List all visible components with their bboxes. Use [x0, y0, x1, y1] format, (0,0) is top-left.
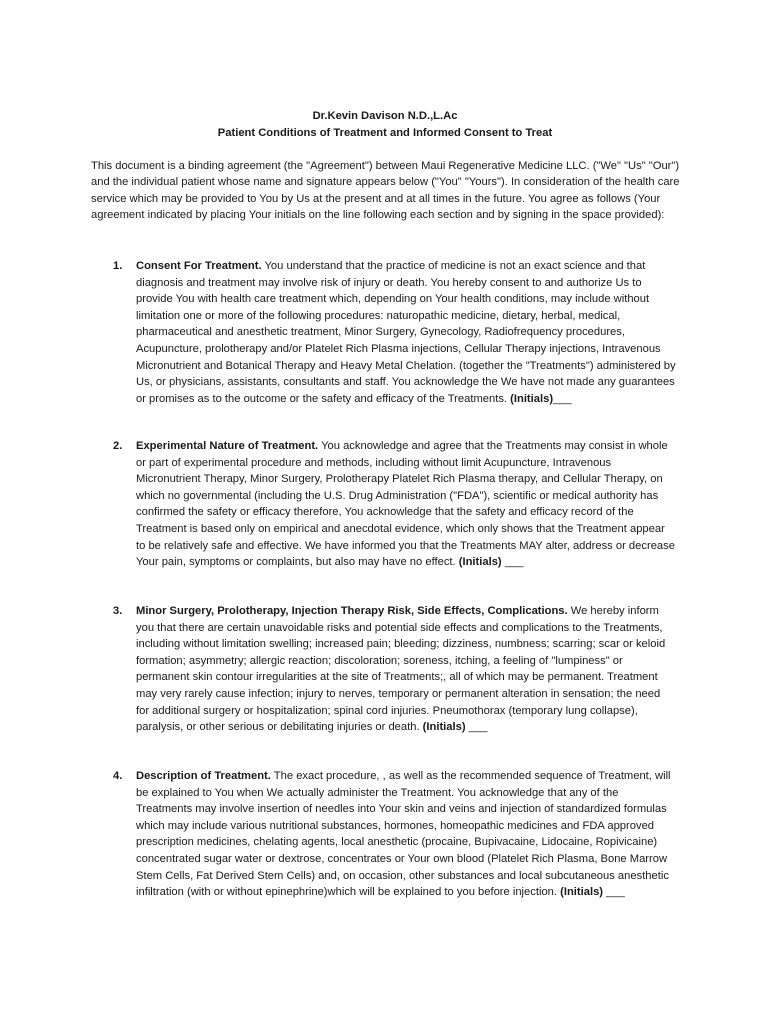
clause-number: 4. — [113, 770, 123, 782]
clause-body — [136, 258, 676, 407]
clause-number: 1. — [113, 260, 123, 272]
initials-label: (Initials) — [422, 721, 466, 734]
clause-number: 2. — [113, 440, 123, 452]
clause-text: We hereby inform you that there are certain unavoidable risks and potential side effects and complications to the Treatments, including without limitation swelling; increased pain; bleeding; dizziness, numbness; scarring; scar or keloid formation; asymmetry; allergic reaction; discoloration; soreness, itching, a feeling of "lumpiness" or permanent skin contour irregularities at the site of Treatments;, all of which may be permanent. Treatment may very rarely cause infection; injury to nerves, temporary or permanent alteration in sensation; the need for additional surgery or hospitalization; spinal cord injuries. Pneumothorax (temporary lung collapse), paralysis, or other serious or debilitating injuries or death. — [136, 605, 666, 734]
document-header — [0, 108, 770, 142]
clause-description-of-treatment — [91, 768, 681, 901]
document-title: Patient Conditions of Treatment and Informed Consent to Treat — [217, 127, 553, 139]
initials-blank: ___ — [501, 556, 524, 569]
clause-risks-side-effects — [91, 603, 681, 736]
clause-text: You acknowledge and agree that the Treatments may consist in whole or part of experimental procedure and methods, including without limit Acupuncture, Intravenous Micronutrient Therapy, Minor Surgery, Prolotherapy Platelet Rich Plasma therapy, and Cellular Therapy, on which no governmental (including the U.S. Drug Administration ("FDA"), scientific or medical authority has confirmed the safety or efficacy therefore, You acknowledge that the safety and efficacy record of the Treatment is based only on empirical and anecdotal evidence, which only shows that the Treatment appear to be relatively safe and effective. We have informed you that the Treatments MAY alter, address or decrease Your pain, symptoms or complaints, but also may have no effect. — [136, 440, 675, 569]
clause-text: You understand that the practice of medicine is not an exact science and that diagnosis and treatment may involve risk of injury or death. You hereby consent to and authorize Us to provide You with health care treatment which, depending on Your health conditions, may include without limitation one or more of the following procedures: naturopathic medicine, dietary, herbal, medical, pharmaceutical and anesthetic treatment, Minor Surgery, Gynecology, Radiofrequency procedures, Acupuncture, prolotherapy and/or Platelet Rich Plasma injections, Cellular Therapy injections, Intravenous Micronutrient and Botanical Therapy and Heavy Metal Chelation. (together the "Treatments") administered by Us, or physicians, assistants, consultants and staff. You acknowledge the We have not made any guarantees or promises as to the outcome or the safety and efficacy of the Treatments. — [136, 260, 676, 405]
clause-heading: Minor Surgery, Prolotherapy, Injection Therapy Risk, Side Effects, Complications. — [136, 605, 568, 617]
initials-label: (Initials) — [458, 556, 502, 569]
clause-consent-for-treatment — [91, 258, 681, 407]
clause-body — [136, 768, 676, 901]
intro-paragraph: This document is a binding agreement (the "Agreement") between Maui Regenerative Medicine LLC. ("We" "Us" "Our") and the individual patient whose name and signature appears below ("You" "Yours"). In consideration of the health care service which may be provided to You by Us at the present and at all times in the future. You agree as follows (Your agreement indicated by placing Your initials on the line following each section and by signing in the space provided): — [91, 160, 680, 222]
clause-heading: Description of Treatment. — [136, 770, 271, 782]
initials-blank: ___ — [465, 721, 488, 734]
doctor-name: Dr.Kevin Davison N.D.,L.Ac — [312, 110, 458, 122]
clause-body — [136, 603, 676, 736]
initials-label: (Initials) — [560, 886, 604, 899]
clause-heading: Consent For Treatment. — [136, 260, 262, 272]
clause-number: 3. — [113, 605, 123, 617]
initials-blank: ___ — [553, 392, 572, 405]
initials-blank: ___ — [603, 886, 625, 899]
clause-text: The exact procedure, , as well as the recommended sequence of Treatment, will be explained to You when We actually administer the Treatment. You acknowledge that any of the Treatments may involve insertion of needles into Your skin and veins and injection of standardized formulas which may include various nutritional substances, hormones, homeopathic medicines and FDA approved prescription medicines, chelating agents, local anesthetic (procaine, Bupivacaine, Lidocaine, Ropivicaine) concentrated sugar water or dextrose, concentrates or Your own blood (Platelet Rich Plasma, Bone Marrow Stem Cells, Fat Derived Stem Cells) and, on occasion, other substances and local subcutaneous anesthetic infiltration (with or without epinephrine)which will be explained to you before injection. — [136, 770, 671, 899]
clause-experimental-nature — [91, 438, 681, 571]
initials-label: (Initials) — [510, 392, 554, 405]
clause-heading: Experimental Nature of Treatment. — [136, 440, 319, 452]
clause-body — [136, 438, 676, 571]
